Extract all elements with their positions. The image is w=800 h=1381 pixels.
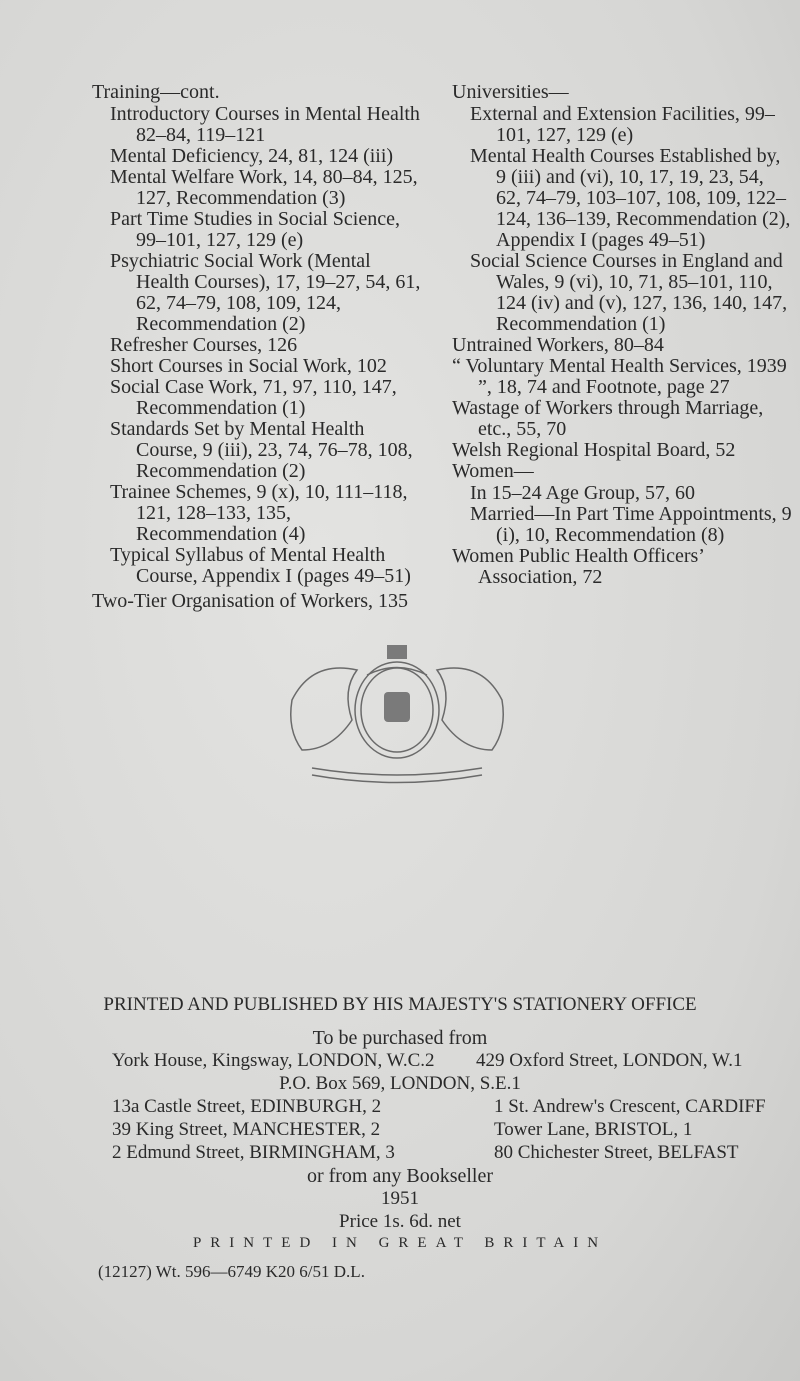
- index-entry: Wastage of Workers through Marriage, etc., 55, 70: [452, 397, 764, 440]
- royal-coat-of-arms-icon: [272, 640, 522, 790]
- index-entry: Social Case Work, 71, 97, 110, 147, Recommendation (1): [110, 376, 397, 419]
- index-entry: Short Courses in Social Work, 102: [110, 355, 387, 377]
- index-entry: Untrained Workers, 80–84: [452, 334, 664, 356]
- column-heading: Training—cont.: [92, 81, 220, 103]
- address: 429 Oxford Street, LONDON, W.1: [476, 1050, 743, 1071]
- index-entry: Standards Set by Mental Health Course, 9 (iii), 23, 74, 76–78, 108, Recommendation (2): [110, 418, 413, 482]
- price: Price 1s. 6d. net: [339, 1211, 461, 1232]
- index-entry: Two-Tier Organisation of Workers, 135: [92, 590, 409, 612]
- index-entry: Mental Deficiency, 24, 81, 124 (iii): [110, 145, 394, 167]
- index-left-column: [92, 82, 422, 612]
- index-right-column: [452, 82, 792, 588]
- index-entry: Social Science Courses in England and Wales, 9 (vi), 10, 71, 85–101, 110, 124 (iv) and (v), 127, 136, 140, 147, Recommendation (1): [470, 250, 788, 335]
- bookseller-line: or from any Bookseller: [306, 1165, 494, 1187]
- index-entry: Married—In Part Time Appointments, 9 (i), 10, Recommendation (8): [470, 503, 792, 546]
- index-entry: Mental Welfare Work, 14, 80–84, 125, 127, Recommendation (3): [110, 166, 418, 209]
- address: 2 Edmund Street, BIRMINGHAM, 3: [112, 1142, 395, 1163]
- subheading: Women—: [452, 460, 534, 482]
- index-entry: External and Extension Facilities, 99–101, 127, 129 (e): [470, 103, 775, 146]
- index-entry: In 15–24 Age Group, 57, 60: [470, 482, 695, 504]
- index-entry: Part Time Studies in Social Science, 99–101, 127, 129 (e): [110, 208, 400, 251]
- column-heading: Universities—: [452, 81, 569, 103]
- index-entry: Women Public Health Officers’ Association, 72: [452, 545, 704, 588]
- print-code: (12127) Wt. 596—6749 K20 6/51 D.L.: [98, 1262, 365, 1281]
- address: 1 St. Andrew's Crescent, CARDIFF: [494, 1096, 766, 1117]
- index-entry: “ Voluntary Mental Health Services, 1939 ”, 18, 74 and Footnote, page 27: [452, 355, 787, 398]
- index-entry: Typical Syllabus of Mental Health Course, Appendix I (pages 49–51): [110, 544, 411, 587]
- address: 39 King Street, MANCHESTER, 2: [112, 1119, 381, 1140]
- index-entry: Trainee Schemes, 9 (x), 10, 111–118, 121, 128–133, 135, Recommendation (4): [110, 481, 408, 545]
- index-entry: Psychiatric Social Work (Mental Health Courses), 17, 19–27, 54, 61, 62, 74–79, 108, 109, 124, Recommendation (2): [110, 250, 421, 335]
- address: 80 Chichester Street, BELFAST: [494, 1142, 739, 1163]
- publisher-line: PRINTED AND PUBLISHED BY HIS MAJESTY'S STATIONERY OFFICE: [103, 994, 697, 1015]
- index-entry: Refresher Courses, 126: [110, 334, 298, 356]
- purchase-line: To be purchased from: [312, 1027, 488, 1049]
- address: 13a Castle Street, EDINBURGH, 2: [112, 1096, 382, 1117]
- address: P.O. Box 569, LONDON, S.E.1: [279, 1073, 521, 1094]
- index-entry: Welsh Regional Hospital Board, 52: [452, 439, 736, 461]
- address: Tower Lane, BRISTOL, 1: [494, 1119, 693, 1140]
- year: 1951: [381, 1188, 419, 1209]
- index-entry: Mental Health Courses Established by, 9 (iii) and (vi), 10, 17, 19, 23, 54, 62, 74–79, 103–107, 108, 109, 122–124, 136–139, Recommendation (2), Appendix I (pages 49–51): [470, 145, 791, 251]
- printed-in: PRINTED IN GREAT BRITAIN: [192, 1235, 608, 1251]
- address: York House, Kingsway, LONDON, W.C.2: [112, 1050, 435, 1071]
- index-entry: Introductory Courses in Mental Health 82–84, 119–121: [110, 103, 420, 146]
